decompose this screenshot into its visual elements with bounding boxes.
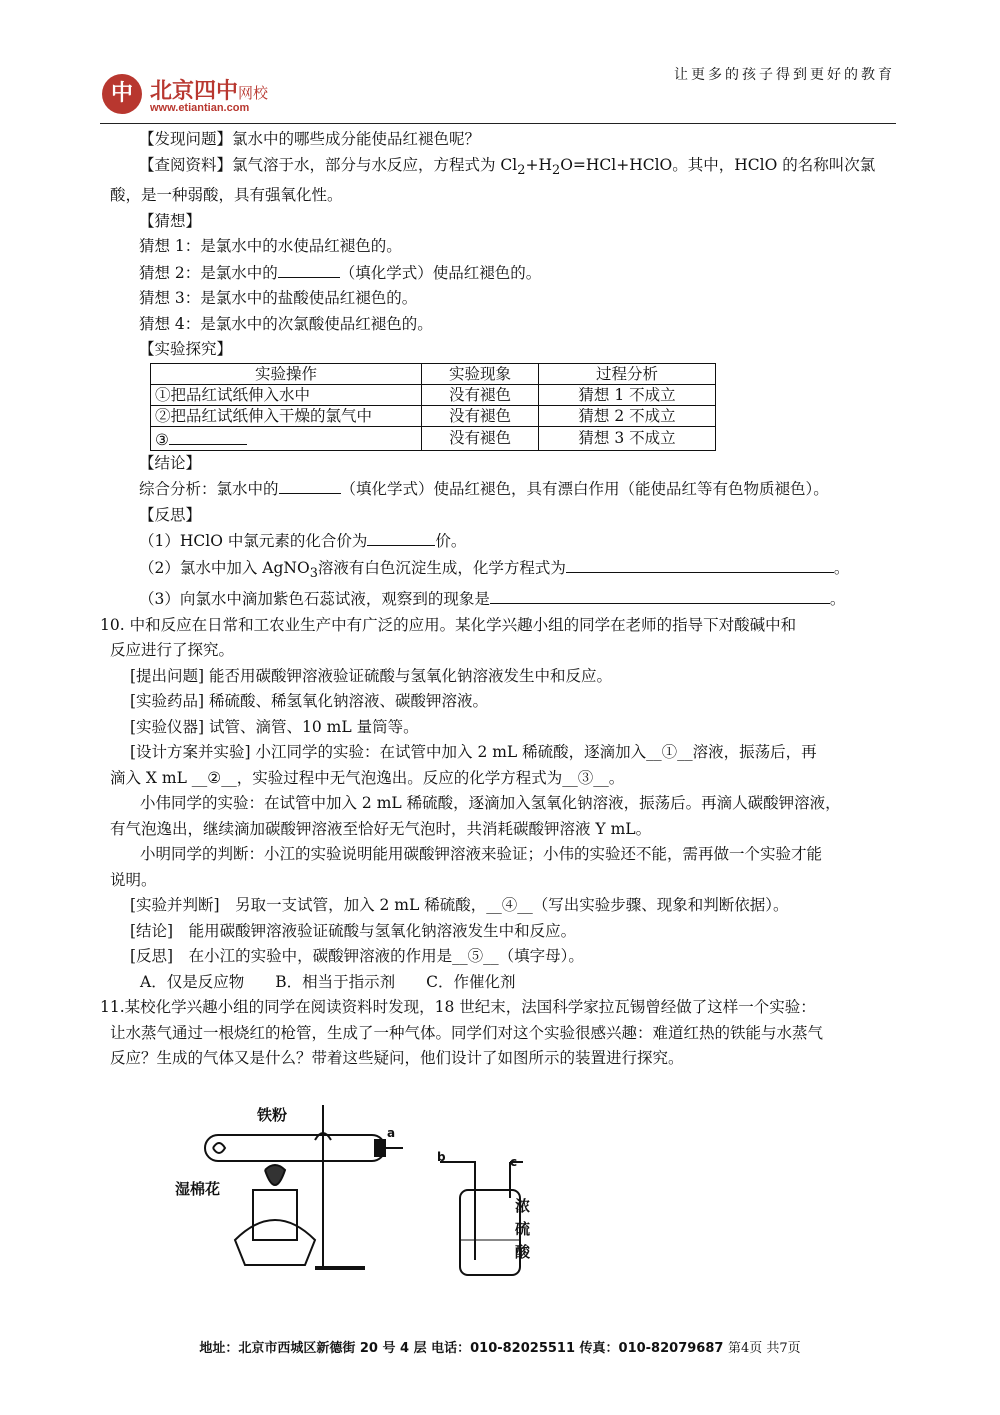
label-conc-acid-3: 酸 xyxy=(515,1243,531,1261)
header-slogan: 让更多的孩子得到更好的教育 xyxy=(674,67,895,83)
table-header-cell: 过程分析 xyxy=(539,363,716,384)
q9-reflect-2: （2）氯水中加入 AgNO$_3$溶液有白色沉淀生成，化学方程式为 。 xyxy=(110,555,896,587)
gas-bottle xyxy=(460,1190,520,1275)
q11-line-3: 反应？生成的气体又是什么？带着这些疑问，他们设计了如图所示的装置进行探究。 xyxy=(110,1049,684,1068)
answer-blank xyxy=(367,528,435,546)
q9-reflect-heading: 【反思】 xyxy=(139,505,202,524)
label-conc-acid-1: 浓 xyxy=(515,1197,531,1215)
table-row xyxy=(151,405,716,426)
q10-design-2: 滴入 X mL __②__，实验过程中无气泡逸出。反应的化学方程式为__③__。 xyxy=(110,768,625,787)
table-cell: 没有褪色 xyxy=(422,426,539,450)
q10-options: A．仅是反应物 B．相当于指示剂 C．作催化剂 xyxy=(140,972,516,991)
label-iron-powder: 铁粉 xyxy=(257,1106,288,1124)
table-cell: 没有褪色 xyxy=(422,384,539,405)
table-cell: 猜想 2 不成立 xyxy=(539,405,716,426)
logo-mark: 中 xyxy=(102,74,142,114)
q9-find-problem: 【发现问题】氯水中的哪些成分能使品红褪色呢？ xyxy=(139,130,481,148)
footer-address: 地址：北京市西城区新德街 20 号 4 层 电话：010-82025511 传真：010-82079687 xyxy=(199,1341,724,1356)
table-cell: ①把品红试纸伸入水中 xyxy=(151,384,422,405)
q9-experiment-heading: 【实验探究】 xyxy=(139,340,233,359)
site-logo xyxy=(100,72,280,122)
header-divider xyxy=(100,123,896,124)
label-c: c xyxy=(510,1155,518,1169)
answer-blank xyxy=(490,586,830,604)
label-b: b xyxy=(437,1150,446,1164)
q9-guess-heading: 【猜想】 xyxy=(139,211,202,230)
tube-stopper xyxy=(375,1140,385,1156)
q10-apparatus: [实验仪器] 试管、滴管、10 mL 量筒等。 xyxy=(130,717,419,736)
q9-guess-2: 猜想 2：是氯水中的 （填化学式）使品红褪色的。 xyxy=(110,260,896,287)
logo-url: www.etiantian.com xyxy=(150,102,250,114)
q10-xiaoming-2: 说明。 xyxy=(110,870,157,889)
q9-guess-1: 猜想 1：是氯水中的水使品红褪色的。 xyxy=(139,237,402,256)
q10-judge: [实验并判断] 另取一支试管，加入 2 mL 稀硫酸，__④__（写出实验步骤、现象和判断依据）。 xyxy=(130,896,789,915)
q9-reflect-1: （1）HClO 中氯元素的化合价为 价。 xyxy=(110,528,896,555)
table-row xyxy=(151,384,716,405)
q10-reagents: [实验药品] 稀硫酸、稀氢氧化钠溶液、碳酸钾溶液。 xyxy=(130,692,489,711)
q11-line-2: 让水蒸气通过一根烧红的枪管，生成了一种气体。同学们对这个实验很感兴趣：难道红热的铁能与水蒸气 xyxy=(110,1023,824,1042)
page-content xyxy=(100,127,896,1072)
alcohol-lamp xyxy=(235,1220,315,1265)
table-cell: ③ xyxy=(151,426,422,450)
q9-lookup-line2: 酸，是一种弱酸，具有强氧化性。 xyxy=(110,186,343,205)
experiment-table xyxy=(150,363,716,451)
q10-xiaoming-1: 小明同学的判断：小江的实验说明能用碳酸钾溶液来验证；小伟的实验还不能，需再做一个实验才能 xyxy=(140,845,823,864)
table-header-row xyxy=(151,363,716,384)
q9-conclusion: 综合分析：氯水中的 （填化学式）使品红褪色，具有漂白作用（能使品红等有色物质褪色）。 xyxy=(110,476,896,503)
logo-name: 北京四中网校 xyxy=(150,79,269,104)
reaction-tube xyxy=(205,1135,385,1161)
label-conc-acid-2: 硫 xyxy=(515,1220,531,1238)
table-cell: 没有褪色 xyxy=(422,405,539,426)
table-cell: 猜想 3 不成立 xyxy=(539,426,716,450)
q10-problem: [提出问题] 能否用碳酸钾溶液验证硫酸与氢氧化钠溶液发生中和反应。 xyxy=(130,666,613,685)
q10-xiaowei-2: 有气泡逸出，继续滴加碳酸钾溶液至恰好无气泡时，共消耗碳酸钾溶液 Y mL。 xyxy=(110,819,652,838)
q9-lookup-line1: 【查阅资料】氯气溶于水，部分与水反应，方程式为 $Cl_2+H_2O=HCl+HClO$。其中，HClO 的名称叫次氯 xyxy=(139,155,876,178)
q10-intro-1: 10. 中和反应在日常和工农业生产中有广泛的应用。某化学兴趣小组的同学在老师的指导下对酸碱中和 xyxy=(100,615,797,634)
q10-design-1: [设计方案并实验] 小江同学的实验：在试管中加入 2 mL 稀硫酸，逐滴加入__①__溶液，振荡后，再 xyxy=(130,743,817,762)
table-row xyxy=(151,426,716,450)
q9-reflect-3: （3）向氯水中滴加紫色石蕊试液，观察到的现象是 。 xyxy=(110,586,896,613)
table-header-cell: 实验现象 xyxy=(422,363,539,384)
label-a: a xyxy=(387,1126,396,1140)
table-cell: 猜想 1 不成立 xyxy=(539,384,716,405)
inlet-tube-b xyxy=(440,1162,475,1260)
q10-intro-2: 反应进行了探究。 xyxy=(110,641,235,660)
q10-xiaowei-1: 小伟同学的实验：在试管中加入 2 mL 稀硫酸，逐滴加入氢氧化钠溶液，振荡后。再滴人碳酸钾溶液， xyxy=(140,794,841,813)
q9-guess-3: 猜想 3：是氯水中的盐酸使品红褪色的。 xyxy=(139,289,418,308)
page-number: 第4页 共7页 xyxy=(727,1341,801,1356)
q11-line-1: 11.某校化学兴趣小组的同学在阅读资料时发现，18 世纪末，法国科学家拉瓦锡曾经做了这样一个实验： xyxy=(100,998,816,1017)
table-header-cell: 实验操作 xyxy=(151,363,422,384)
page-footer xyxy=(0,1337,1000,1356)
answer-blank xyxy=(278,260,340,278)
answer-blank xyxy=(566,555,834,573)
lamp-shield xyxy=(253,1190,297,1240)
q10-conclusion: [结论] 能用碳酸钾溶液验证硫酸与氢氧化钠溶液发生中和反应。 xyxy=(130,921,577,940)
q10-reflect: [反思] 在小江的实验中，碳酸钾溶液的作用是__⑤__（填字母）。 xyxy=(130,947,584,966)
answer-blank xyxy=(169,427,247,445)
flame xyxy=(265,1165,285,1185)
cotton-spiral xyxy=(213,1143,225,1153)
q9-guess-4: 猜想 4：是氯水中的次氯酸使品红褪色的。 xyxy=(139,314,433,333)
table-cell: ②把品红试纸伸入干燥的氯气中 xyxy=(151,405,422,426)
label-wet-cotton: 湿棉花 xyxy=(175,1180,221,1198)
apparatus-figure xyxy=(175,1100,575,1300)
q9-conclusion-heading: 【结论】 xyxy=(139,453,202,472)
logo-sub: 网校 xyxy=(238,84,269,102)
answer-blank xyxy=(279,476,341,494)
